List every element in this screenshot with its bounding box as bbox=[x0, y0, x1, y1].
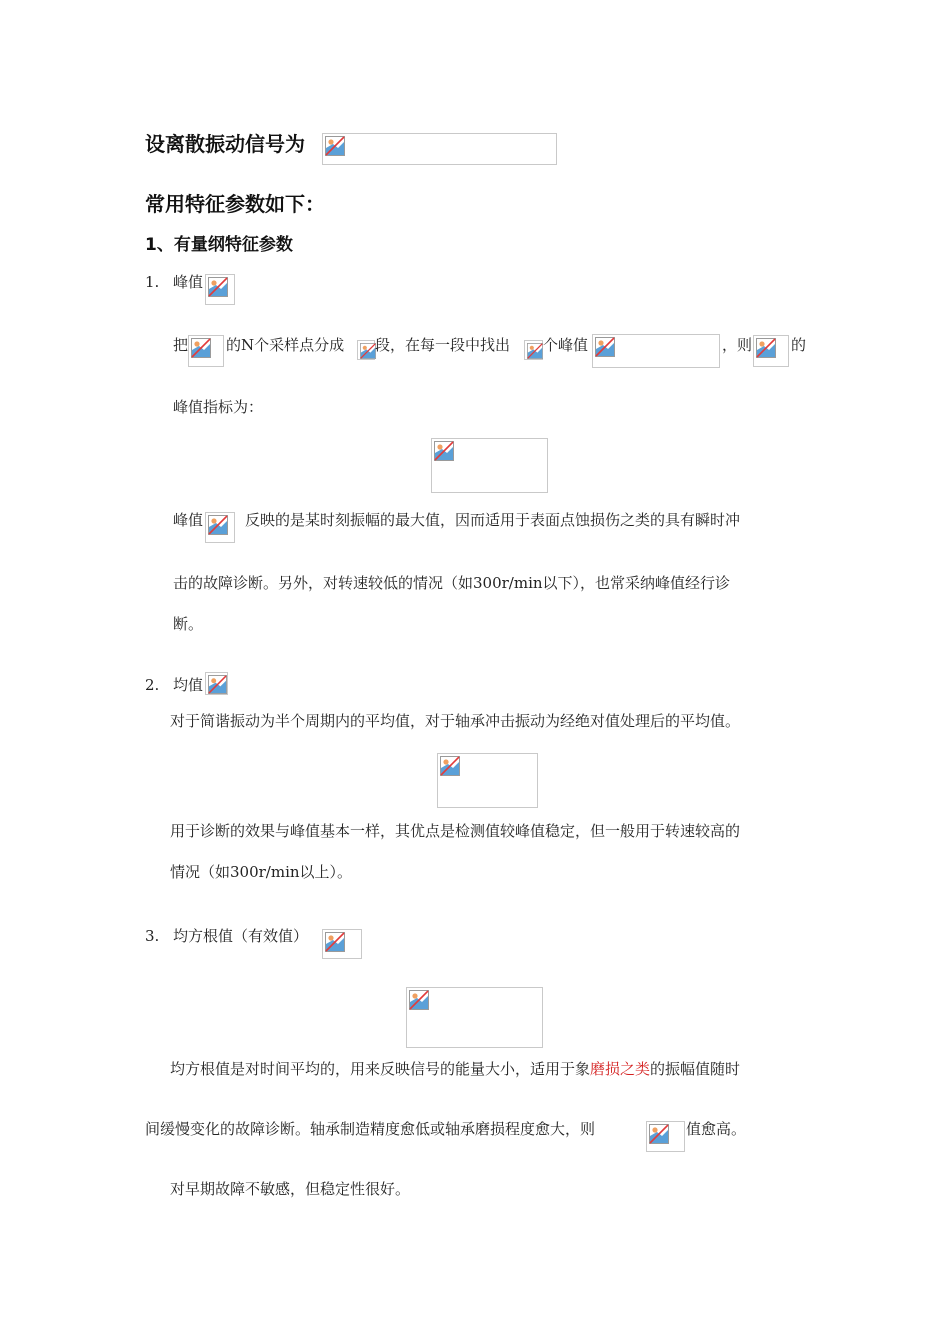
broken-image-icon bbox=[649, 1124, 669, 1144]
formula-image bbox=[322, 133, 557, 165]
heading-signal: 设离散振动信号为 bbox=[145, 132, 305, 156]
text-fragment: 值愈高。 bbox=[686, 1120, 747, 1138]
formula-image bbox=[437, 753, 538, 808]
formula-image bbox=[205, 672, 228, 695]
broken-image-icon bbox=[440, 756, 460, 776]
item-number: 3. bbox=[145, 927, 160, 945]
text-fragment: 的 bbox=[791, 336, 807, 354]
formula-image bbox=[646, 1121, 685, 1152]
item-title: 均值 bbox=[173, 676, 204, 694]
broken-image-icon bbox=[756, 338, 776, 358]
formula-image bbox=[431, 438, 548, 493]
formula-image bbox=[524, 340, 543, 360]
broken-image-icon bbox=[208, 277, 228, 297]
formula-image bbox=[592, 334, 720, 368]
broken-image-icon bbox=[360, 343, 376, 359]
paragraph-line bbox=[170, 1059, 740, 1079]
broken-image-icon bbox=[409, 990, 429, 1010]
formula-image bbox=[357, 340, 375, 360]
item-number: 1. bbox=[145, 273, 160, 291]
broken-image-icon bbox=[325, 136, 345, 156]
text-fragment: 段，在每一段中找出 bbox=[375, 336, 511, 354]
text-fragment: 峰值 bbox=[173, 511, 204, 529]
broken-image-icon bbox=[325, 932, 345, 952]
text-fragment: 间缓慢变化的故障诊断。轴承制造精度愈低或轴承磨损程度愈大，则 bbox=[145, 1120, 596, 1138]
item-number: 2. bbox=[145, 676, 160, 694]
paragraph-line: 峰值指标为： bbox=[173, 398, 264, 416]
section-title: 1、有量纲特征参数 bbox=[145, 235, 293, 255]
formula-image bbox=[188, 335, 224, 367]
paragraph-line: 断。 bbox=[173, 615, 204, 633]
formula-image bbox=[753, 335, 789, 367]
paragraph-line: 对早期故障不敏感，但稳定性很好。 bbox=[170, 1180, 411, 1198]
text-fragment: 反映的是某时刻振幅的最大值，因而适用于表面点蚀损伤之类的具有瞬时冲 bbox=[245, 511, 741, 529]
broken-image-icon bbox=[208, 515, 228, 535]
paragraph-line: 击的故障诊断。另外，对转速较低的情况（如300r/min以下），也常采纳峰值经行诊 bbox=[173, 574, 731, 592]
text-fragment: 的振幅值随时 bbox=[650, 1060, 741, 1078]
formula-image bbox=[406, 987, 543, 1048]
paragraph-line: 用于诊断的效果与峰值基本一样，其优点是检测值较峰值稳定，但一般用于转速较高的 bbox=[170, 822, 741, 840]
broken-image-icon bbox=[434, 441, 454, 461]
highlight-text: 磨损之类 bbox=[590, 1060, 651, 1078]
item-title: 均方根值（有效值） bbox=[173, 927, 309, 945]
text-fragment: 均方根值是对时间平均的，用来反映信号的能量大小，适用于象 bbox=[170, 1060, 591, 1078]
text-fragment: 个峰值 bbox=[543, 336, 589, 354]
formula-image bbox=[205, 512, 235, 543]
formula-image bbox=[205, 274, 235, 305]
broken-image-icon bbox=[595, 337, 615, 357]
broken-image-icon bbox=[191, 338, 211, 358]
paragraph-line: 对于简谐振动为半个周期内的平均值，对于轴承冲击振动为经绝对值处理后的平均值。 bbox=[170, 712, 741, 730]
paragraph-line: 情况（如300r/min以上）。 bbox=[170, 863, 353, 881]
text-fragment: 的N个采样点分成 bbox=[226, 336, 345, 354]
heading-params: 常用特征参数如下： bbox=[145, 192, 325, 216]
text-fragment: 把 bbox=[173, 336, 189, 354]
text-fragment: ，则 bbox=[722, 336, 753, 354]
broken-image-icon bbox=[208, 675, 227, 694]
item-title: 峰值 bbox=[173, 273, 204, 291]
formula-image bbox=[322, 929, 362, 959]
broken-image-icon bbox=[527, 343, 543, 359]
